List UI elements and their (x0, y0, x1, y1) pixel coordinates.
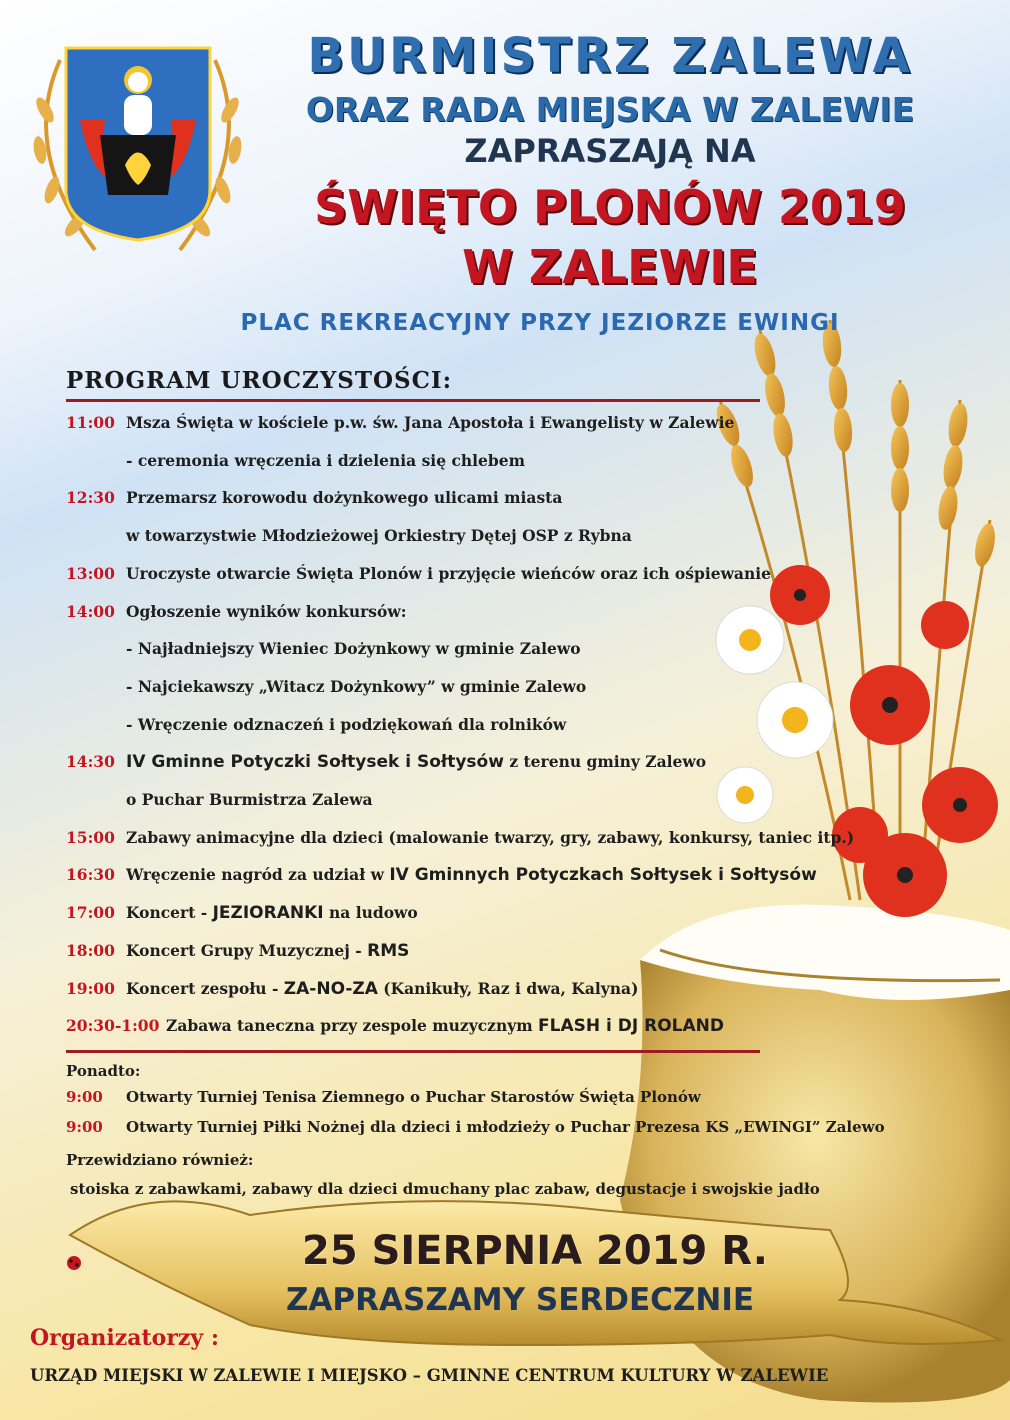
program-item-continuation: - Najładniejszy Wieniec Dożynkowy w gminie Zalewo (126, 639, 581, 659)
program-time: 20:30-1:00 (66, 1016, 160, 1036)
extra-item (66, 1118, 885, 1136)
extra-label: Ponadto: (66, 1062, 141, 1080)
program-text-pre: Koncert zespołu - (126, 978, 284, 998)
organizers-label: Organizatorzy : (30, 1325, 219, 1351)
program-time: 14:00 (66, 601, 115, 621)
program-text: Zabawy animacyjne dla dzieci (malowanie twarzy, gry, zabawy, konkursy, taniec itp.) (126, 827, 855, 847)
program-text: Uroczyste otwarcie Święta Plonów i przyjęcie wieńców oraz ich ośpiewanie (126, 563, 771, 583)
program-title: PROGRAM UROCZYSTOŚCI: (66, 367, 453, 394)
program-time: 17:00 (66, 903, 115, 923)
program-time: 11:00 (66, 413, 115, 432)
program-text-post: na ludowo (323, 903, 418, 923)
ladybug-icon (67, 1256, 81, 1270)
program-text-pre: Koncert - (126, 903, 213, 923)
program-time: 14:30 (66, 752, 115, 772)
event-date: 25 SIERPNIA 2019 R. (302, 1228, 768, 1274)
program-text: Przemarsz korowodu dożynkowego ulicami miasta (126, 488, 563, 508)
program-item (66, 903, 418, 923)
program-item-continuation: o Puchar Burmistrza Zalewa (126, 790, 373, 809)
program-item (66, 1016, 724, 1036)
program-item (66, 979, 638, 999)
program-item-continuation: - Najciekawszy „Witacz Dożynkowy” w gminie Zalewo (126, 676, 587, 696)
program-time: 16:30 (66, 865, 115, 885)
program-item (66, 413, 734, 432)
header-title: BURMISTRZ ZALEWA (307, 28, 913, 84)
program-item-continuation: - ceremonia wręczenia i dzielenia się chlebem (126, 450, 526, 470)
program-time: 18:00 (66, 940, 115, 960)
program-text-bold: JEZIORANKI (212, 903, 324, 924)
program-item (66, 602, 406, 621)
program-divider-bottom (66, 1050, 760, 1053)
program-text-bold: ZA-NO-ZA (283, 978, 378, 999)
program-divider-top (66, 399, 760, 402)
program-item (66, 752, 706, 772)
program-text-bold: RMS (367, 940, 410, 961)
program-text-bold: IV Gminnych Potyczkach Sołtysek i Sołtysów (389, 865, 817, 886)
coat-of-arms-icon (32, 48, 244, 250)
program-item (66, 488, 562, 507)
program-time: 12:30 (66, 488, 115, 508)
extra-text: Otwarty Turniej Piłki Nożnej dla dzieci i młodzieży o Puchar Prezesa KS „EWINGI” Zalewo (126, 1118, 885, 1136)
extra-text: Otwarty Turniej Tenisa Ziemnego o Puchar Starostów Święta Plonów (126, 1088, 701, 1106)
program-text-bold: IV Gminne Potyczki Sołtysek i Sołtysów (126, 752, 504, 773)
program-text-post: (Kanikuły, Raz i dwa, Kalyna) (377, 978, 639, 998)
program-item-continuation: - Wręczenie odznaczeń i podziękowań dla rolników (126, 714, 567, 734)
also-label: Przewidziano również: (66, 1151, 254, 1169)
program-time: 13:00 (66, 563, 115, 583)
program-item (66, 941, 409, 961)
extra-time: 9:00 (66, 1088, 103, 1106)
organizers-text: URZĄD MIEJSKI W ZALEWIE I MIEJSKO – GMINNE CENTRUM KULTURY W ZALEWIE (30, 1366, 829, 1385)
program-time: 15:00 (66, 827, 115, 847)
program-time: 19:00 (66, 978, 115, 998)
program-text-post: z terenu gminy Zalewo (503, 752, 707, 772)
event-title: ŚWIĘTO PLONÓW 2019 (314, 180, 906, 234)
program-text-pre: Koncert Grupy Muzycznej - (126, 940, 368, 960)
also-text: stoiska z zabawkami, zabawy dla dzieci dmuchany plac zabaw, degustacje i swojskie jadło (70, 1180, 820, 1198)
program-item (66, 828, 854, 847)
program-text-pre: Zabawa taneczna przy zespole muzycznym (166, 1016, 539, 1036)
invite-text: ZAPRASZAMY SERDECZNIE (285, 1282, 755, 1318)
extra-item (66, 1088, 701, 1106)
header-invite: ZAPRASZAJĄ NA (464, 132, 756, 170)
program-item (66, 564, 771, 583)
program-text: Msza Święta w kościele p.w. św. Jana Apostoła i Ewangelisty w Zalewie (126, 413, 735, 432)
event-location-title: W ZALEWIE (462, 240, 758, 294)
program-text-pre: Wręczenie nagród za udział w (126, 865, 390, 885)
header-subtitle: ORAZ RADA MIEJSKA W ZALEWIE (305, 90, 915, 129)
extra-time: 9:00 (66, 1118, 103, 1136)
program-item-continuation: w towarzystwie Młodzieżowej Orkiestry Dętej OSP z Rybna (126, 526, 632, 546)
daisy-flowers-icon (716, 606, 833, 823)
event-place: PLAC REKREACYJNY PRZY JEZIORZE EWINGI (240, 310, 840, 336)
program-item (66, 865, 817, 885)
program-text-bold: FLASH i DJ ROLAND (538, 1016, 724, 1037)
program-text: Ogłoszenie wyników konkursów: (126, 601, 407, 621)
